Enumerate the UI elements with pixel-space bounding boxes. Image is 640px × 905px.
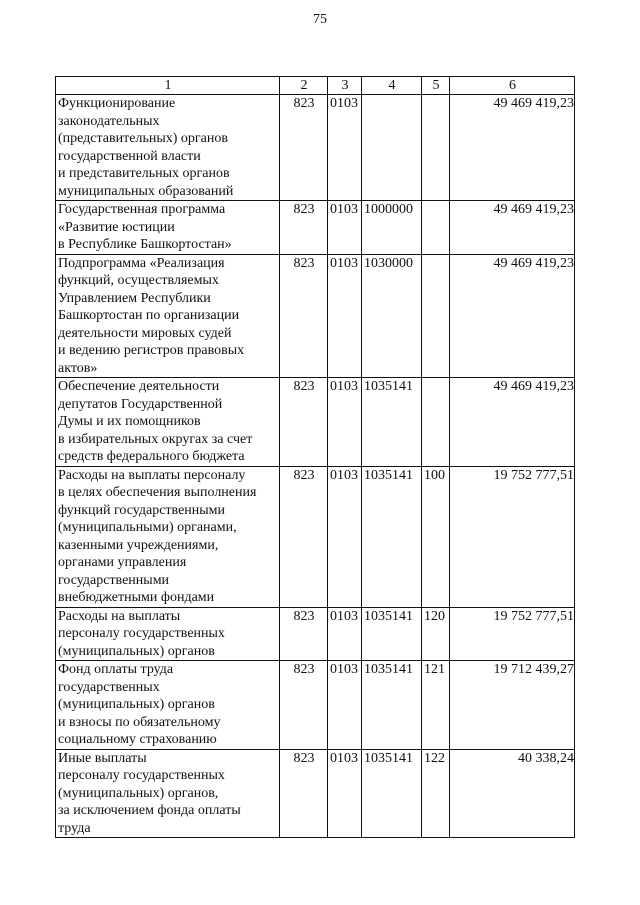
row-name-line: муниципальных образований <box>58 183 234 199</box>
target-code-cell: 1035141 <box>362 661 422 750</box>
row-name-line: Думы и их помощников <box>58 414 201 429</box>
row-name-line: Фонд оплаты труда <box>58 662 174 677</box>
expense-type-cell: 120 <box>422 607 450 661</box>
row-name-line: Государственная программа <box>58 202 226 217</box>
row-name-line: деятельности мировых судей <box>58 325 232 341</box>
row-name-line: функций, осуществляемых <box>58 273 219 288</box>
row-name-cell <box>56 378 280 467</box>
target-code-cell: 1000000 <box>362 201 422 255</box>
row-name-line: органами управления <box>58 555 187 570</box>
ministry-code-cell: 823 <box>280 661 328 750</box>
row-name-line: депутатов Государственной <box>58 396 223 412</box>
table-row <box>56 749 575 838</box>
row-name-line: Управлением Республики <box>58 290 211 306</box>
row-name-cell <box>56 749 280 838</box>
row-name-line: за исключением фонда оплаты <box>58 803 241 818</box>
row-name-line: государственных <box>58 679 160 695</box>
row-name-line: функций государственными <box>58 502 226 518</box>
table-row <box>56 254 575 378</box>
section-code-cell: 0103 <box>328 749 362 838</box>
section-code-cell: 0103 <box>328 378 362 467</box>
expense-type-cell <box>422 378 450 467</box>
ministry-code-cell: 823 <box>280 749 328 838</box>
row-name-line: в Республике Башкортостан» <box>58 237 232 252</box>
row-name-line: Функционирование <box>58 96 176 111</box>
row-name-line: труда <box>58 820 91 836</box>
row-name-line: персоналу государственных <box>58 768 225 783</box>
row-name-line: внебюджетными фондами <box>58 590 215 605</box>
ministry-code-cell: 823 <box>280 607 328 661</box>
row-name-cell <box>56 466 280 607</box>
target-code-cell: 1035141 <box>362 607 422 661</box>
amount-cell: 49 469 419,23 <box>450 95 575 201</box>
amount-cell: 19 752 777,51 <box>450 466 575 607</box>
section-code-cell: 0103 <box>328 661 362 750</box>
section-code-cell: 0103 <box>328 607 362 661</box>
amount-cell: 19 752 777,51 <box>450 607 575 661</box>
row-name-line: «Развитие юстиции <box>58 219 175 235</box>
expense-type-cell: 100 <box>422 466 450 607</box>
row-name-line: казенными учреждениями, <box>58 537 219 553</box>
column-header-3: 3 <box>328 77 362 95</box>
expense-type-cell: 122 <box>422 749 450 838</box>
table-row <box>56 378 575 467</box>
row-name-line: Расходы на выплаты <box>58 608 181 624</box>
row-name-line: (муниципальных) органов <box>58 697 215 712</box>
row-name-cell <box>56 201 280 255</box>
row-name-line: государственной власти <box>58 148 201 164</box>
amount-cell: 19 712 439,27 <box>450 661 575 750</box>
budget-table <box>55 76 575 838</box>
row-name-line: Иные выплаты <box>58 750 147 766</box>
row-name-line: и взносы по обязательному <box>58 714 221 730</box>
row-name-line: государственными <box>58 572 170 588</box>
ministry-code-cell: 823 <box>280 95 328 201</box>
page-number: 75 <box>313 12 327 27</box>
column-header-2: 2 <box>280 77 328 95</box>
expense-type-cell <box>422 254 450 378</box>
column-header-4: 4 <box>362 77 422 95</box>
table-row <box>56 607 575 661</box>
row-name-line: социальному страхованию <box>58 732 217 747</box>
target-code-cell: 1035141 <box>362 466 422 607</box>
target-code-cell <box>362 95 422 201</box>
row-name-cell <box>56 607 280 661</box>
ministry-code-cell: 823 <box>280 466 328 607</box>
row-name-cell <box>56 95 280 201</box>
row-name-line: (муниципальных) органов, <box>58 785 219 801</box>
row-name-cell <box>56 254 280 378</box>
expense-type-cell: 121 <box>422 661 450 750</box>
target-code-cell: 1035141 <box>362 749 422 838</box>
section-code-cell: 0103 <box>328 254 362 378</box>
row-name-line: и ведению регистров правовых <box>58 343 245 358</box>
row-name-line: Обеспечение деятельности <box>58 379 220 394</box>
ministry-code-cell: 823 <box>280 254 328 378</box>
ministry-code-cell: 823 <box>280 378 328 467</box>
row-name-line: (муниципальных) органов <box>58 643 215 659</box>
section-code-cell: 0103 <box>328 466 362 607</box>
column-header-1: 1 <box>56 77 280 95</box>
table-row <box>56 201 575 255</box>
row-name-line: в целях обеспечения выполнения <box>58 485 257 500</box>
table-row <box>56 661 575 750</box>
section-code-cell: 0103 <box>328 201 362 255</box>
row-name-line: персоналу государственных <box>58 626 225 641</box>
row-name-line: (представительных) органов <box>58 131 228 146</box>
amount-cell: 49 469 419,23 <box>450 378 575 467</box>
row-name-line: и представительных органов <box>58 166 230 181</box>
row-name-line: Расходы на выплаты персоналу <box>58 467 246 483</box>
target-code-cell: 1030000 <box>362 254 422 378</box>
row-name-line: законодательных <box>58 113 160 129</box>
row-name-line: в избирательных округах за счет <box>58 431 253 447</box>
row-name-line: Подпрограмма «Реализация <box>58 255 225 271</box>
expense-type-cell <box>422 95 450 201</box>
column-header-5: 5 <box>422 77 450 95</box>
row-name-line: Башкортостан по организации <box>58 308 240 323</box>
amount-cell: 40 338,24 <box>450 749 575 838</box>
table-row <box>56 95 575 201</box>
expense-type-cell <box>422 201 450 255</box>
table-body <box>56 95 575 838</box>
amount-cell: 49 469 419,23 <box>450 201 575 255</box>
row-name-line: (муниципальными) органами, <box>58 520 237 535</box>
table-row <box>56 466 575 607</box>
row-name-line: актов» <box>58 360 98 376</box>
ministry-code-cell: 823 <box>280 201 328 255</box>
amount-cell: 49 469 419,23 <box>450 254 575 378</box>
target-code-cell: 1035141 <box>362 378 422 467</box>
section-code-cell: 0103 <box>328 95 362 201</box>
table-header-row <box>56 77 575 95</box>
row-name-cell <box>56 661 280 750</box>
row-name-line: средств федерального бюджета <box>58 449 245 464</box>
column-header-6: 6 <box>450 77 575 95</box>
